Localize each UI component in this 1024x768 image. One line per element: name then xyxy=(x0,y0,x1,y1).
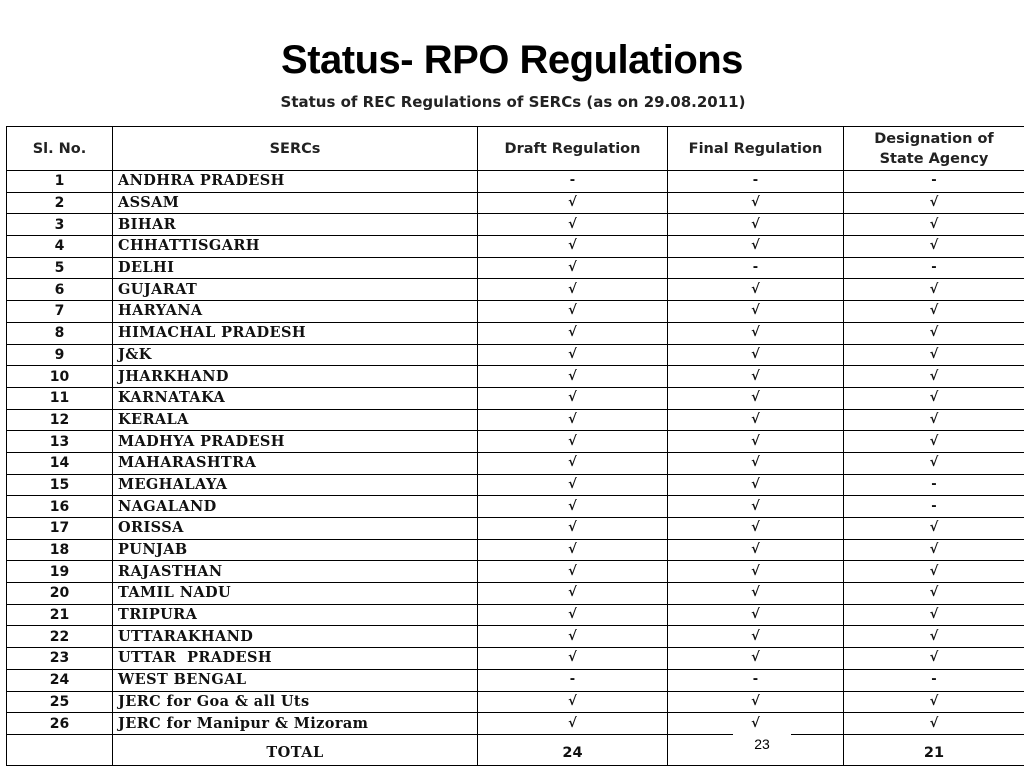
cell-final-status: √ xyxy=(668,626,844,648)
cell-serc-name: NAGALAND xyxy=(113,496,478,518)
cell-serc-name: WEST BENGAL xyxy=(113,669,478,691)
table-row xyxy=(7,236,1024,258)
cell-serc-name: GUJARAT xyxy=(113,279,478,301)
cell-serc-name: ANDHRA PRADESH xyxy=(113,171,478,193)
cell-serc-name: J&K xyxy=(113,344,478,366)
cell-designation-status: √ xyxy=(844,604,1024,626)
cell-final-status: √ xyxy=(668,648,844,670)
cell-serc-name: JERC for Manipur & Mizoram xyxy=(113,713,478,735)
table-row xyxy=(7,669,1024,691)
cell-final-status: √ xyxy=(668,322,844,344)
cell-final-status: √ xyxy=(668,474,844,496)
table-row xyxy=(7,539,1024,561)
cell-designation-status: √ xyxy=(844,691,1024,713)
cell-sl-no: 24 xyxy=(7,669,113,691)
cell-draft-status: √ xyxy=(478,214,668,236)
cell-draft-status: √ xyxy=(478,604,668,626)
header-final-regulation: Final Regulation xyxy=(668,127,844,171)
cell-serc-name: DELHI xyxy=(113,257,478,279)
cell-serc-name: CHHATTISGARH xyxy=(113,236,478,258)
cell-serc-name: JHARKHAND xyxy=(113,366,478,388)
table-row xyxy=(7,171,1024,193)
cell-serc-name: MAHARASHTRA xyxy=(113,452,478,474)
total-draft: 24 xyxy=(478,734,668,765)
table-row xyxy=(7,691,1024,713)
page-title: Status- RPO Regulations xyxy=(281,38,743,82)
table-row xyxy=(7,561,1024,583)
cell-sl-no: 18 xyxy=(7,539,113,561)
table-row xyxy=(7,518,1024,540)
table-row xyxy=(7,366,1024,388)
table-row xyxy=(7,452,1024,474)
cell-designation-status: √ xyxy=(844,648,1024,670)
cell-final-status: √ xyxy=(668,301,844,323)
header-sercs: SERCs xyxy=(113,127,478,171)
cell-draft-status: √ xyxy=(478,366,668,388)
cell-serc-name: BIHAR xyxy=(113,214,478,236)
table-header-row xyxy=(7,127,1024,171)
cell-serc-name: MADHYA PRADESH xyxy=(113,431,478,453)
cell-sl-no: 11 xyxy=(7,387,113,409)
cell-sl-no: 10 xyxy=(7,366,113,388)
cell-final-status: √ xyxy=(668,192,844,214)
cell-draft-status: √ xyxy=(478,236,668,258)
cell-sl-no: 3 xyxy=(7,214,113,236)
cell-sl-no: 22 xyxy=(7,626,113,648)
cell-serc-name: UTTARAKHAND xyxy=(113,626,478,648)
table-row xyxy=(7,214,1024,236)
cell-final-status: √ xyxy=(668,539,844,561)
cell-serc-name: TAMIL NADU xyxy=(113,583,478,605)
table-row xyxy=(7,279,1024,301)
total-label: TOTAL xyxy=(113,734,478,765)
cell-designation-status: - xyxy=(844,669,1024,691)
cell-sl-no: 17 xyxy=(7,518,113,540)
table-row xyxy=(7,387,1024,409)
cell-designation-status: √ xyxy=(844,626,1024,648)
cell-final-status: √ xyxy=(668,496,844,518)
cell-sl-no: 1 xyxy=(7,171,113,193)
cell-sl-no: 25 xyxy=(7,691,113,713)
cell-final-status: √ xyxy=(668,236,844,258)
table-row xyxy=(7,648,1024,670)
cell-designation-status: √ xyxy=(844,279,1024,301)
cell-serc-name: JERC for Goa & all Uts xyxy=(113,691,478,713)
cell-final-status: - xyxy=(668,171,844,193)
table-row xyxy=(7,409,1024,431)
table-row xyxy=(7,713,1024,735)
total-row xyxy=(7,734,1024,765)
cell-serc-name: HARYANA xyxy=(113,301,478,323)
table-row xyxy=(7,344,1024,366)
cell-final-status: √ xyxy=(668,279,844,301)
header-designation-line2: State Agency xyxy=(879,150,989,167)
cell-draft-status: √ xyxy=(478,539,668,561)
cell-final-status: √ xyxy=(668,713,844,735)
table-row xyxy=(7,496,1024,518)
table-caption: Status of REC Regulations of SERCs (as on 29.08.2011) xyxy=(280,93,746,111)
cell-sl-no: 19 xyxy=(7,561,113,583)
cell-final-status: √ xyxy=(668,214,844,236)
cell-sl-no: 4 xyxy=(7,236,113,258)
cell-sl-no: 21 xyxy=(7,604,113,626)
cell-serc-name: ASSAM xyxy=(113,192,478,214)
cell-designation-status: - xyxy=(844,474,1024,496)
cell-sl-no: 13 xyxy=(7,431,113,453)
cell-draft-status: √ xyxy=(478,474,668,496)
cell-designation-status: √ xyxy=(844,192,1024,214)
cell-final-status: √ xyxy=(668,431,844,453)
cell-final-status: √ xyxy=(668,387,844,409)
cell-draft-status: - xyxy=(478,171,668,193)
cell-sl-no: 14 xyxy=(7,452,113,474)
cell-draft-status: - xyxy=(478,669,668,691)
cell-designation-status: √ xyxy=(844,431,1024,453)
cell-serc-name: TRIPURA xyxy=(113,604,478,626)
cell-designation-status: √ xyxy=(844,518,1024,540)
cell-draft-status: √ xyxy=(478,279,668,301)
cell-designation-status: √ xyxy=(844,409,1024,431)
cell-designation-status: √ xyxy=(844,561,1024,583)
cell-designation-status: √ xyxy=(844,387,1024,409)
cell-draft-status: √ xyxy=(478,322,668,344)
cell-sl-no: 9 xyxy=(7,344,113,366)
total-sl-empty xyxy=(7,734,113,765)
table-row xyxy=(7,322,1024,344)
cell-serc-name: PUNJAB xyxy=(113,539,478,561)
header-designation xyxy=(844,127,1024,171)
cell-final-status: √ xyxy=(668,344,844,366)
cell-final-status: - xyxy=(668,669,844,691)
cell-sl-no: 8 xyxy=(7,322,113,344)
cell-sl-no: 2 xyxy=(7,192,113,214)
slide-number: 23 xyxy=(733,733,791,755)
cell-draft-status: √ xyxy=(478,626,668,648)
cell-serc-name: ORISSA xyxy=(113,518,478,540)
cell-draft-status: √ xyxy=(478,452,668,474)
table-row xyxy=(7,257,1024,279)
cell-final-status: √ xyxy=(668,518,844,540)
cell-serc-name: MEGHALAYA xyxy=(113,474,478,496)
cell-designation-status: √ xyxy=(844,366,1024,388)
cell-draft-status: √ xyxy=(478,431,668,453)
cell-final-status: √ xyxy=(668,691,844,713)
cell-final-status: √ xyxy=(668,366,844,388)
cell-serc-name: KERALA xyxy=(113,409,478,431)
cell-draft-status: √ xyxy=(478,409,668,431)
cell-final-status: - xyxy=(668,257,844,279)
cell-draft-status: √ xyxy=(478,387,668,409)
cell-designation-status: √ xyxy=(844,322,1024,344)
cell-designation-status: - xyxy=(844,496,1024,518)
cell-sl-no: 26 xyxy=(7,713,113,735)
table-row xyxy=(7,431,1024,453)
cell-designation-status: √ xyxy=(844,713,1024,735)
cell-sl-no: 6 xyxy=(7,279,113,301)
cell-serc-name: KARNATAKA xyxy=(113,387,478,409)
cell-serc-name: RAJASTHAN xyxy=(113,561,478,583)
cell-draft-status: √ xyxy=(478,561,668,583)
cell-draft-status: √ xyxy=(478,344,668,366)
cell-serc-name: HIMACHAL PRADESH xyxy=(113,322,478,344)
cell-sl-no: 5 xyxy=(7,257,113,279)
cell-sl-no: 23 xyxy=(7,648,113,670)
cell-final-status: √ xyxy=(668,409,844,431)
header-sl-no: Sl. No. xyxy=(7,127,113,171)
cell-draft-status: √ xyxy=(478,192,668,214)
cell-draft-status: √ xyxy=(478,496,668,518)
table-row xyxy=(7,626,1024,648)
cell-draft-status: √ xyxy=(478,518,668,540)
cell-designation-status: - xyxy=(844,257,1024,279)
cell-final-status: √ xyxy=(668,452,844,474)
table-row xyxy=(7,583,1024,605)
cell-draft-status: √ xyxy=(478,713,668,735)
cell-designation-status: √ xyxy=(844,583,1024,605)
table-row xyxy=(7,192,1024,214)
cell-designation-status: √ xyxy=(844,344,1024,366)
cell-draft-status: √ xyxy=(478,583,668,605)
cell-draft-status: √ xyxy=(478,691,668,713)
header-designation-line1: Designation of xyxy=(874,130,994,147)
cell-draft-status: √ xyxy=(478,301,668,323)
cell-sl-no: 20 xyxy=(7,583,113,605)
cell-sl-no: 16 xyxy=(7,496,113,518)
table-row xyxy=(7,474,1024,496)
cell-designation-status: √ xyxy=(844,452,1024,474)
cell-designation-status: √ xyxy=(844,539,1024,561)
cell-serc-name: UTTAR PRADESH xyxy=(113,648,478,670)
header-draft-regulation: Draft Regulation xyxy=(478,127,668,171)
cell-draft-status: √ xyxy=(478,648,668,670)
cell-draft-status: √ xyxy=(478,257,668,279)
cell-sl-no: 15 xyxy=(7,474,113,496)
cell-designation-status: √ xyxy=(844,236,1024,258)
cell-sl-no: 7 xyxy=(7,301,113,323)
status-table xyxy=(6,126,1024,766)
cell-final-status: √ xyxy=(668,561,844,583)
table-body xyxy=(7,171,1024,735)
cell-designation-status: √ xyxy=(844,214,1024,236)
table-row xyxy=(7,604,1024,626)
total-designation: 21 xyxy=(844,734,1024,765)
cell-designation-status: - xyxy=(844,171,1024,193)
cell-final-status: √ xyxy=(668,604,844,626)
table-row xyxy=(7,301,1024,323)
cell-sl-no: 12 xyxy=(7,409,113,431)
cell-final-status: √ xyxy=(668,583,844,605)
cell-designation-status: √ xyxy=(844,301,1024,323)
